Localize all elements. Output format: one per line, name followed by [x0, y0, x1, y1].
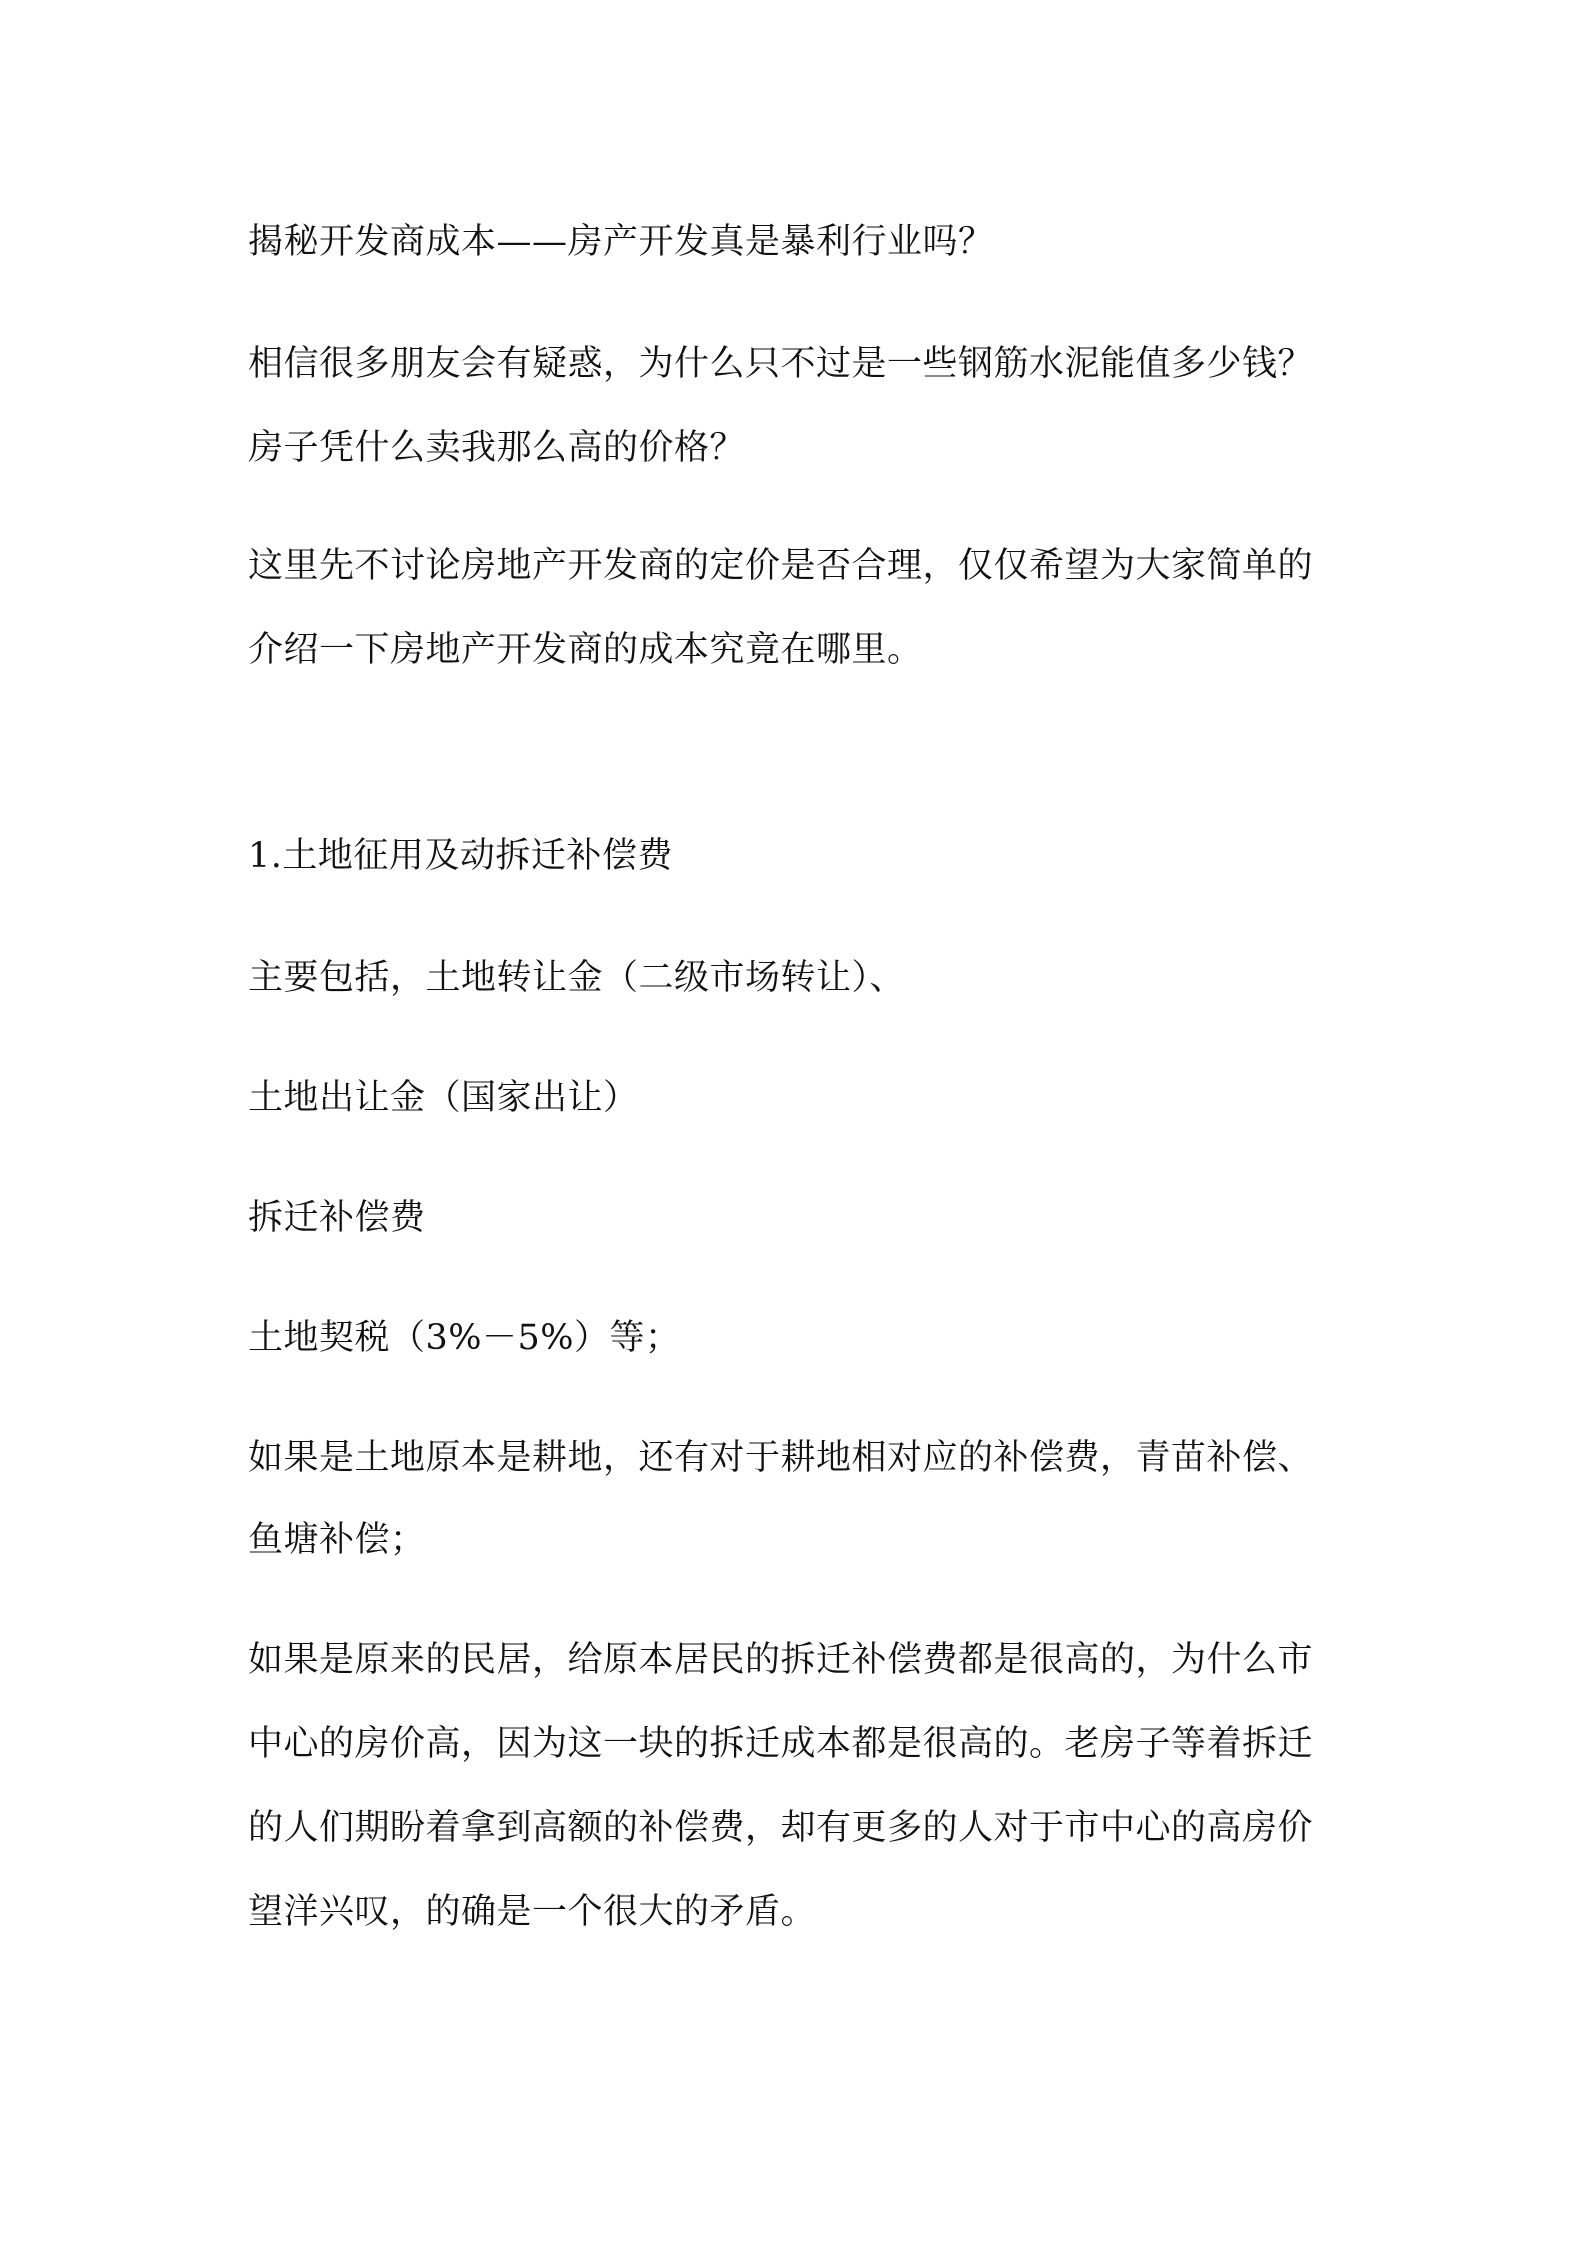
land-cost-item-grant-fee: 土地出让金（国家出让）	[248, 1078, 639, 1118]
farmland-paragraph-line-2: 鱼塘补偿；	[248, 1520, 426, 1560]
intro-paragraph-2-line-2: 介绍一下房地产开发商的成本究竟在哪里。	[248, 630, 923, 670]
intro-paragraph-1-line-2: 房子凭什么卖我那么高的价格？	[248, 428, 746, 468]
section-1-heading: 1.土地征用及动拆迁补偿费	[248, 836, 673, 876]
land-cost-item-demolition-compensation: 拆迁补偿费	[248, 1198, 426, 1238]
land-cost-item-deed-tax: 土地契税（3%－5%）等；	[248, 1318, 681, 1358]
farmland-paragraph-line-1: 如果是土地原本是耕地，还有对于耕地相对应的补偿费，青苗补偿、	[248, 1438, 1314, 1478]
residence-paragraph-line-4: 望洋兴叹，的确是一个很大的矛盾。	[248, 1892, 817, 1932]
document-title: 揭秘开发商成本——房产开发真是暴利行业吗？	[248, 222, 994, 262]
residence-paragraph-line-3: 的人们期盼着拿到高额的补偿费，却有更多的人对于市中心的高房价	[248, 1808, 1314, 1848]
intro-paragraph-2-line-1: 这里先不讨论房地产开发商的定价是否合理，仅仅希望为大家简单的	[248, 546, 1314, 586]
intro-paragraph-1-line-1: 相信很多朋友会有疑惑，为什么只不过是一些钢筋水泥能值多少钱？	[248, 344, 1314, 384]
residence-paragraph-line-1: 如果是原来的民居，给原本居民的拆迁补偿费都是很高的，为什么市	[248, 1640, 1314, 1680]
residence-paragraph-line-2: 中心的房价高，因为这一块的拆迁成本都是很高的。老房子等着拆迁	[248, 1724, 1314, 1764]
land-cost-item-transfer-fee: 主要包括，土地转让金（二级市场转让）、	[248, 958, 906, 998]
